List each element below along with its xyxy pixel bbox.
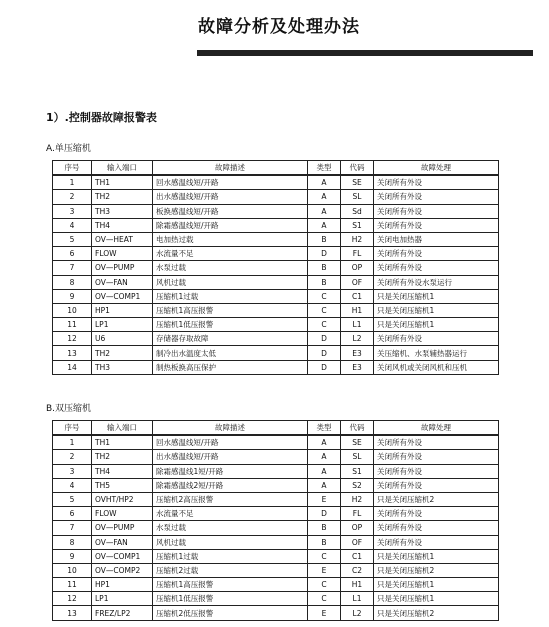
cell-code: H2 (341, 232, 374, 246)
cell-type: C (308, 549, 341, 563)
cell-index: 7 (53, 521, 92, 535)
cell-type: A (308, 218, 341, 232)
cell-port: TH3 (92, 360, 153, 374)
double-compressor-fault-table (52, 420, 499, 621)
cell-handling: 只是关闭压缩机2 (374, 563, 499, 577)
cell-description: 水流量不足 (153, 507, 308, 521)
cell-type: A (308, 435, 341, 450)
cell-description: 水泵过载 (153, 261, 308, 275)
cell-description: 出水感温线短/开路 (153, 450, 308, 464)
cell-code: L2 (341, 332, 374, 346)
table-row (53, 578, 499, 592)
header-input-port: 输入端口 (92, 421, 153, 436)
title-underline (197, 50, 533, 56)
cell-handling: 关闭所有外设 (374, 332, 499, 346)
cell-type: B (308, 232, 341, 246)
cell-handling: 关闭所有外设 (374, 247, 499, 261)
cell-index: 5 (53, 232, 92, 246)
cell-type: D (308, 346, 341, 360)
cell-code: S1 (341, 464, 374, 478)
cell-code: C1 (341, 289, 374, 303)
cell-handling: 关闭所有外设 (374, 204, 499, 218)
table-row (53, 247, 499, 261)
cell-code: OF (341, 275, 374, 289)
cell-index: 6 (53, 247, 92, 261)
cell-index: 10 (53, 303, 92, 317)
cell-handling: 关闭所有外设 (374, 464, 499, 478)
cell-description: 除霜感温线2短/开路 (153, 478, 308, 492)
cell-type: B (308, 275, 341, 289)
cell-code: H2 (341, 492, 374, 506)
cell-port: TH1 (92, 175, 153, 190)
table-row (53, 606, 499, 620)
cell-port: OV—COMP2 (92, 563, 153, 577)
cell-code: FL (341, 247, 374, 261)
table-row (53, 332, 499, 346)
cell-code: S2 (341, 478, 374, 492)
cell-index: 14 (53, 360, 92, 374)
header-code: 代码 (341, 421, 374, 436)
cell-description: 风机过载 (153, 535, 308, 549)
table-row (53, 303, 499, 317)
table-row (53, 535, 499, 549)
cell-handling: 关闭所有外设 (374, 450, 499, 464)
cell-handling: 关闭所有外设 (374, 535, 499, 549)
cell-handling: 关闭所有外设 (374, 175, 499, 190)
cell-index: 13 (53, 606, 92, 620)
cell-description: 压缩机1低压报警 (153, 592, 308, 606)
cell-description: 压缩机1过载 (153, 289, 308, 303)
cell-handling: 只是关闭压缩机2 (374, 606, 499, 620)
cell-code: OP (341, 261, 374, 275)
cell-description: 风机过载 (153, 275, 308, 289)
cell-description: 电加热过载 (153, 232, 308, 246)
cell-index: 4 (53, 478, 92, 492)
table-row (53, 261, 499, 275)
cell-type: A (308, 478, 341, 492)
page-title: 故障分析及处理办法 (198, 17, 360, 37)
cell-description: 压缩机2低压报警 (153, 606, 308, 620)
cell-index: 6 (53, 507, 92, 521)
cell-index: 8 (53, 535, 92, 549)
cell-type: A (308, 175, 341, 190)
cell-type: D (308, 360, 341, 374)
cell-code: FL (341, 507, 374, 521)
cell-index: 7 (53, 261, 92, 275)
cell-code: SL (341, 190, 374, 204)
cell-type: A (308, 464, 341, 478)
cell-handling: 只是关闭压缩机1 (374, 592, 499, 606)
cell-handling: 关闭所有外设 (374, 435, 499, 450)
table-row (53, 464, 499, 478)
table-row (53, 289, 499, 303)
cell-code: SE (341, 435, 374, 450)
cell-type: A (308, 190, 341, 204)
double-compressor-subtitle: B.双压缩机 (46, 404, 92, 414)
cell-type: A (308, 204, 341, 218)
cell-index: 12 (53, 332, 92, 346)
cell-code: OF (341, 535, 374, 549)
table-row (53, 435, 499, 450)
cell-handling: 关闭电加热器 (374, 232, 499, 246)
cell-index: 8 (53, 275, 92, 289)
cell-index: 2 (53, 450, 92, 464)
cell-code: E3 (341, 360, 374, 374)
table-row (53, 190, 499, 204)
cell-handling: 只是关闭压缩机1 (374, 318, 499, 332)
cell-description: 压缩机1高压报警 (153, 578, 308, 592)
header-handling: 故障处理 (374, 421, 499, 436)
cell-code: SL (341, 450, 374, 464)
table-row (53, 346, 499, 360)
cell-description: 水泵过载 (153, 521, 308, 535)
cell-port: OV—FAN (92, 275, 153, 289)
cell-code: L1 (341, 318, 374, 332)
cell-port: OV—COMP1 (92, 549, 153, 563)
table-row (53, 521, 499, 535)
cell-index: 3 (53, 204, 92, 218)
cell-port: U6 (92, 332, 153, 346)
header-code: 代码 (341, 161, 374, 176)
table-row (53, 592, 499, 606)
cell-index: 2 (53, 190, 92, 204)
cell-index: 13 (53, 346, 92, 360)
cell-index: 1 (53, 175, 92, 190)
header-fault-description: 故障描述 (153, 161, 308, 176)
cell-port: LP1 (92, 592, 153, 606)
table-row (53, 318, 499, 332)
cell-port: FLOW (92, 247, 153, 261)
cell-handling: 只是关闭压缩机1 (374, 303, 499, 317)
cell-port: OV—COMP1 (92, 289, 153, 303)
cell-port: OVHT/HP2 (92, 492, 153, 506)
cell-type: E (308, 563, 341, 577)
cell-code: OP (341, 521, 374, 535)
cell-code: C1 (341, 549, 374, 563)
cell-port: TH3 (92, 204, 153, 218)
cell-index: 1 (53, 435, 92, 450)
cell-port: TH1 (92, 435, 153, 450)
table-row (53, 507, 499, 521)
cell-index: 11 (53, 578, 92, 592)
cell-handling: 关闭所有外设 (374, 521, 499, 535)
cell-port: OV—FAN (92, 535, 153, 549)
cell-handling: 只是关闭压缩机1 (374, 289, 499, 303)
cell-handling: 关闭所有外设 (374, 190, 499, 204)
cell-index: 5 (53, 492, 92, 506)
cell-port: FLOW (92, 507, 153, 521)
cell-port: TH2 (92, 346, 153, 360)
cell-port: TH4 (92, 464, 153, 478)
cell-type: B (308, 261, 341, 275)
cell-handling: 关闭所有外设 (374, 261, 499, 275)
table-row (53, 218, 499, 232)
cell-type: E (308, 492, 341, 506)
table-row (53, 450, 499, 464)
cell-description: 压缩机1低压报警 (153, 318, 308, 332)
cell-description: 制冷出水温度太低 (153, 346, 308, 360)
cell-handling: 关压缩机、水泵辅热器运行 (374, 346, 499, 360)
cell-port: TH4 (92, 218, 153, 232)
header-index: 序号 (53, 421, 92, 436)
cell-description: 制热板换高压保护 (153, 360, 308, 374)
cell-type: C (308, 578, 341, 592)
cell-type: C (308, 303, 341, 317)
table-row (53, 275, 499, 289)
cell-code: S1 (341, 218, 374, 232)
header-fault-description: 故障描述 (153, 421, 308, 436)
cell-port: OV—PUMP (92, 521, 153, 535)
cell-handling: 关闭风机或关闭风机和压机 (374, 360, 499, 374)
cell-port: OV—HEAT (92, 232, 153, 246)
cell-index: 3 (53, 464, 92, 478)
cell-description: 压缩机1高压报警 (153, 303, 308, 317)
table-row (53, 492, 499, 506)
cell-handling: 关闭所有外设水泵运行 (374, 275, 499, 289)
cell-type: D (308, 332, 341, 346)
cell-port: FREZ/LP2 (92, 606, 153, 620)
header-handling: 故障处理 (374, 161, 499, 176)
cell-code: H1 (341, 303, 374, 317)
table-row (53, 478, 499, 492)
cell-type: A (308, 450, 341, 464)
cell-handling: 只是关闭压缩机1 (374, 578, 499, 592)
cell-description: 除霜感温线短/开路 (153, 218, 308, 232)
single-compressor-subtitle: A.单压缩机 (46, 144, 91, 154)
cell-type: B (308, 521, 341, 535)
cell-index: 12 (53, 592, 92, 606)
cell-code: L2 (341, 606, 374, 620)
cell-description: 除霜感温线1短/开路 (153, 464, 308, 478)
cell-description: 压缩机1过载 (153, 549, 308, 563)
table-row (53, 549, 499, 563)
table-row (53, 563, 499, 577)
cell-type: C (308, 592, 341, 606)
cell-description: 压缩机2高压报警 (153, 492, 308, 506)
cell-description: 压缩机2过载 (153, 563, 308, 577)
cell-index: 10 (53, 563, 92, 577)
header-type: 类型 (308, 161, 341, 176)
cell-type: E (308, 606, 341, 620)
cell-type: B (308, 535, 341, 549)
cell-port: TH2 (92, 450, 153, 464)
cell-type: D (308, 507, 341, 521)
cell-port: OV—PUMP (92, 261, 153, 275)
table-row (53, 360, 499, 374)
cell-handling: 只是关闭压缩机1 (374, 549, 499, 563)
cell-description: 存储器存取故障 (153, 332, 308, 346)
cell-description: 回水感温线短/开路 (153, 175, 308, 190)
cell-code: Sd (341, 204, 374, 218)
cell-code: E3 (341, 346, 374, 360)
cell-code: C2 (341, 563, 374, 577)
cell-handling: 关闭所有外设 (374, 478, 499, 492)
cell-type: C (308, 318, 341, 332)
header-index: 序号 (53, 161, 92, 176)
header-input-port: 输入端口 (92, 161, 153, 176)
cell-index: 9 (53, 549, 92, 563)
cell-code: H1 (341, 578, 374, 592)
cell-description: 出水感温线短/开路 (153, 190, 308, 204)
cell-type: D (308, 247, 341, 261)
cell-description: 板换感温线短/开路 (153, 204, 308, 218)
cell-code: L1 (341, 592, 374, 606)
table-row (53, 232, 499, 246)
cell-index: 4 (53, 218, 92, 232)
cell-code: SE (341, 175, 374, 190)
cell-description: 水流量不足 (153, 247, 308, 261)
cell-port: HP1 (92, 303, 153, 317)
table-row (53, 175, 499, 190)
cell-index: 11 (53, 318, 92, 332)
cell-handling: 只是关闭压缩机2 (374, 492, 499, 506)
table-header-row (53, 161, 499, 176)
cell-type: C (308, 289, 341, 303)
cell-port: TH2 (92, 190, 153, 204)
header-type: 类型 (308, 421, 341, 436)
section-title: 1）.控制器故障报警表 (46, 111, 157, 124)
cell-handling: 关闭所有外设 (374, 218, 499, 232)
cell-index: 9 (53, 289, 92, 303)
cell-port: TH5 (92, 478, 153, 492)
cell-port: HP1 (92, 578, 153, 592)
table-row (53, 204, 499, 218)
cell-description: 回水感温线短/开路 (153, 435, 308, 450)
table-header-row (53, 421, 499, 436)
single-compressor-fault-table (52, 160, 499, 375)
cell-handling: 关闭所有外设 (374, 507, 499, 521)
cell-port: LP1 (92, 318, 153, 332)
